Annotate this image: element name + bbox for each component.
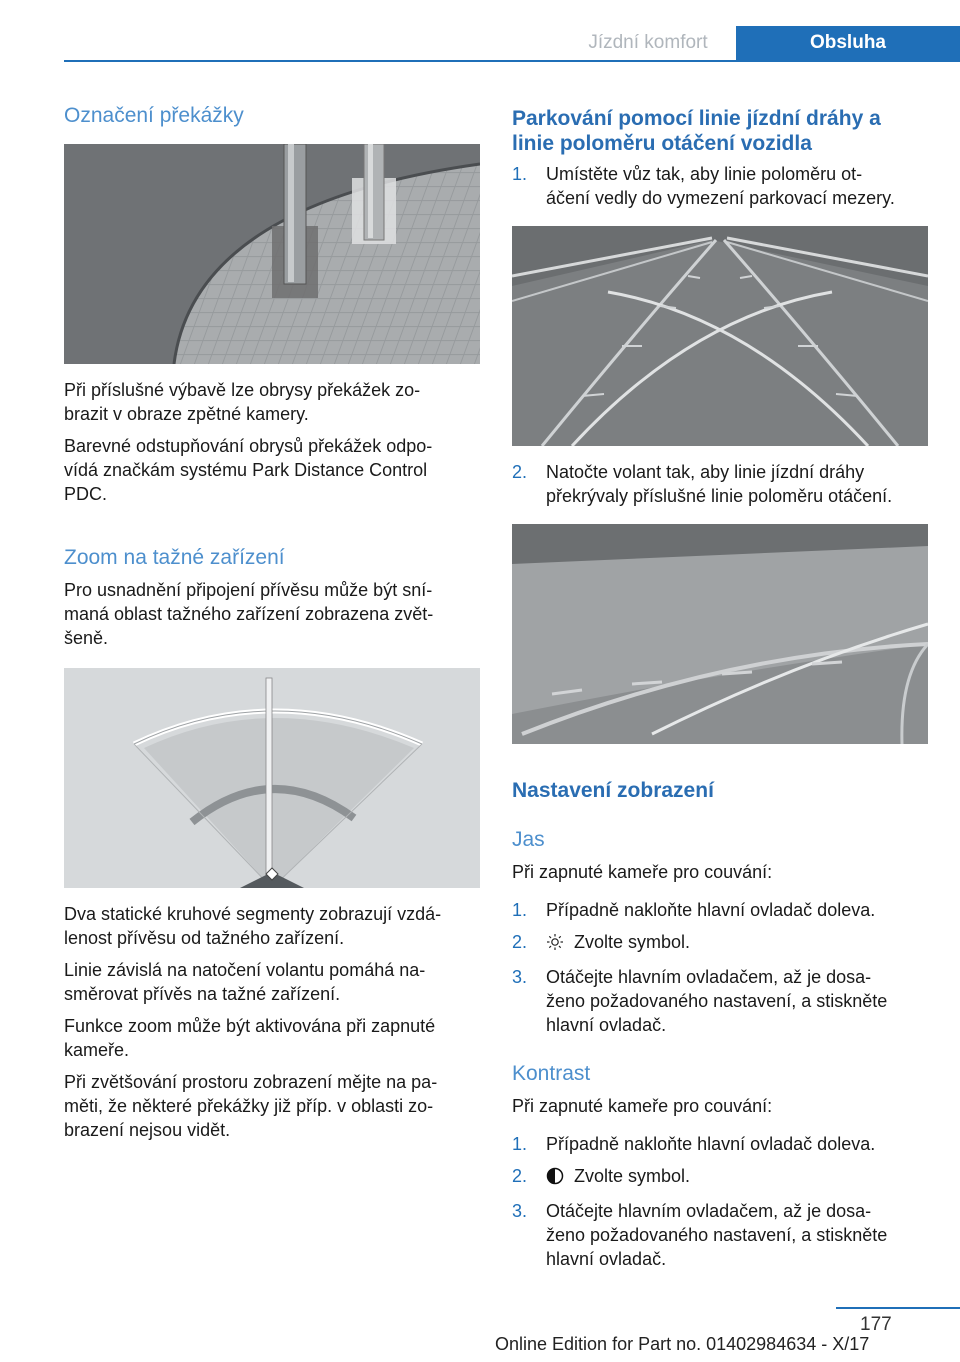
obstacle-paragraph-2b: vídá značkám systému Park Distance Control (64, 460, 428, 480)
contrast-step-3-text-a: Otáčejte hlavním ovladačem, až je dosa- (546, 1201, 872, 1221)
towbar-intro-b: maná oblast tažného zařízení zobrazena zvět- (64, 604, 434, 624)
towbar-text-block (64, 902, 484, 1142)
contrast-step-1 (512, 1132, 942, 1156)
towbar-paragraph-5a: Při zvětšování prostoru zobrazení mějte na pa- (64, 1072, 438, 1092)
brightness-step-3-number: 3. (512, 967, 528, 987)
contrast-step-2-text: Zvolte symbol. (574, 1166, 691, 1186)
brightness-steps (512, 898, 942, 1045)
footer-edition: Online Edition for Part no. 01402984634 - X/17 (495, 1334, 870, 1354)
figure-towbar-zoom (64, 668, 480, 888)
towbar-paragraph-4a: Funkce zoom může být aktivována při zapnuté (64, 1016, 436, 1036)
obstacle-paragraph-2c: PDC. (64, 484, 108, 504)
parking-step-1-text-a: Umístěte vůz tak, aby linie poloměru ot- (546, 164, 863, 184)
obstacle-text-block (64, 378, 484, 506)
subsection-title-contrast: Kontrast (512, 1062, 591, 1085)
section-title-parking-lines (512, 106, 942, 156)
obstacle-paragraph-1b: brazit v obraze zpětné kamery. (64, 404, 309, 424)
figure-obstacle-marking (64, 144, 480, 364)
parking-step-2-text-a: Natočte volant tak, aby linie jízdní dráhy (546, 462, 865, 482)
contrast-step-2-number: 2. (512, 1166, 528, 1186)
brightness-step-2 (512, 930, 942, 957)
brightness-step-1-text: Případně nakloňte hlavní ovladač doleva. (546, 900, 876, 920)
towbar-paragraph-2b: lenost přívěsu od tažného zařízení. (64, 928, 345, 948)
parking-step-1-text-b: áčení vedly do vymezení parkovací mezery. (546, 188, 895, 208)
brightness-icon (546, 933, 564, 957)
footer-rule (836, 1307, 960, 1309)
section-title-parking-lines-a: Parkování pomocí linie jízdní dráhy a (512, 107, 881, 130)
subsection-title-brightness: Jas (512, 828, 545, 851)
contrast-step-3-text-b: ženo požadovaného nastavení, a stiskněte (546, 1225, 888, 1245)
towbar-paragraph-5c: brazení nejsou vidět. (64, 1120, 231, 1140)
towbar-paragraph-3b: směrovat přívěs na tažné zařízení. (64, 984, 341, 1004)
brightness-step-1-number: 1. (512, 900, 528, 920)
page-number: 177 (860, 1314, 892, 1335)
section-title-display-settings: Nastavení zobrazení (512, 779, 714, 802)
header-rule (64, 60, 960, 62)
parking-step-1 (512, 162, 942, 218)
towbar-paragraph-3a: Linie závislá na natočení volantu pomáhá na- (64, 960, 426, 980)
brightness-step-3 (512, 965, 942, 1037)
towbar-intro-block (64, 578, 484, 650)
obstacle-paragraph-1a: Při příslušné výbavě lze obrysy překážek zo- (64, 380, 421, 400)
section-title-obstacle-marking: Označení překážky (64, 104, 244, 127)
parking-step-2-number: 2. (512, 462, 528, 482)
contrast-icon (546, 1167, 564, 1191)
section-title-towbar-zoom: Zoom na tažné zařízení (64, 546, 285, 569)
brightness-step-2-number: 2. (512, 932, 528, 952)
brightness-step-2-text: Zvolte symbol. (574, 932, 691, 952)
towbar-paragraph-5b: měti, že některé překážky již příp. v oblasti zo- (64, 1096, 434, 1116)
contrast-steps (512, 1132, 942, 1279)
obstacle-paragraph-2a: Barevné odstupňování obrysů překážek odpo- (64, 436, 433, 456)
brightness-step-3-text-c: hlavní ovladač. (546, 1015, 667, 1035)
contrast-step-3 (512, 1199, 942, 1271)
figure-parking-overlap-lines (512, 524, 928, 744)
header-tab-operation[interactable]: Obsluha (736, 26, 960, 60)
contrast-step-1-text: Případně nakloňte hlavní ovladač doleva. (546, 1134, 876, 1154)
figure-parking-radius-lines (512, 226, 928, 446)
towbar-intro-c: šeně. (64, 628, 109, 648)
towbar-paragraph-4b: kameře. (64, 1040, 130, 1060)
contrast-intro: Při zapnuté kameře pro couvání: (512, 1096, 773, 1116)
parking-step-2-text-b: překrývaly příslušné linie poloměru otáčení. (546, 486, 893, 506)
brightness-step-3-text-a: Otáčejte hlavním ovladačem, až je dosa- (546, 967, 872, 987)
brightness-intro: Při zapnuté kameře pro couvání: (512, 862, 773, 882)
contrast-step-2 (512, 1164, 942, 1191)
contrast-step-3-text-c: hlavní ovladač. (546, 1249, 667, 1269)
header-tab-driving-comfort[interactable]: Jízdní komfort (588, 32, 708, 53)
towbar-paragraph-2a: Dva statické kruhové segmenty zobrazují vzdá- (64, 904, 442, 924)
section-title-parking-lines-b: linie poloměru otáčení vozidla (512, 132, 812, 155)
contrast-step-3-number: 3. (512, 1201, 528, 1221)
contrast-step-1-number: 1. (512, 1134, 528, 1154)
parking-step-1-number: 1. (512, 164, 528, 184)
brightness-step-3-text-b: ženo požadovaného nastavení, a stiskněte (546, 991, 888, 1011)
parking-step-2 (512, 460, 942, 516)
towbar-intro-a: Pro usnadnění připojení přívěsu může být sní- (64, 580, 433, 600)
brightness-step-1 (512, 898, 942, 922)
